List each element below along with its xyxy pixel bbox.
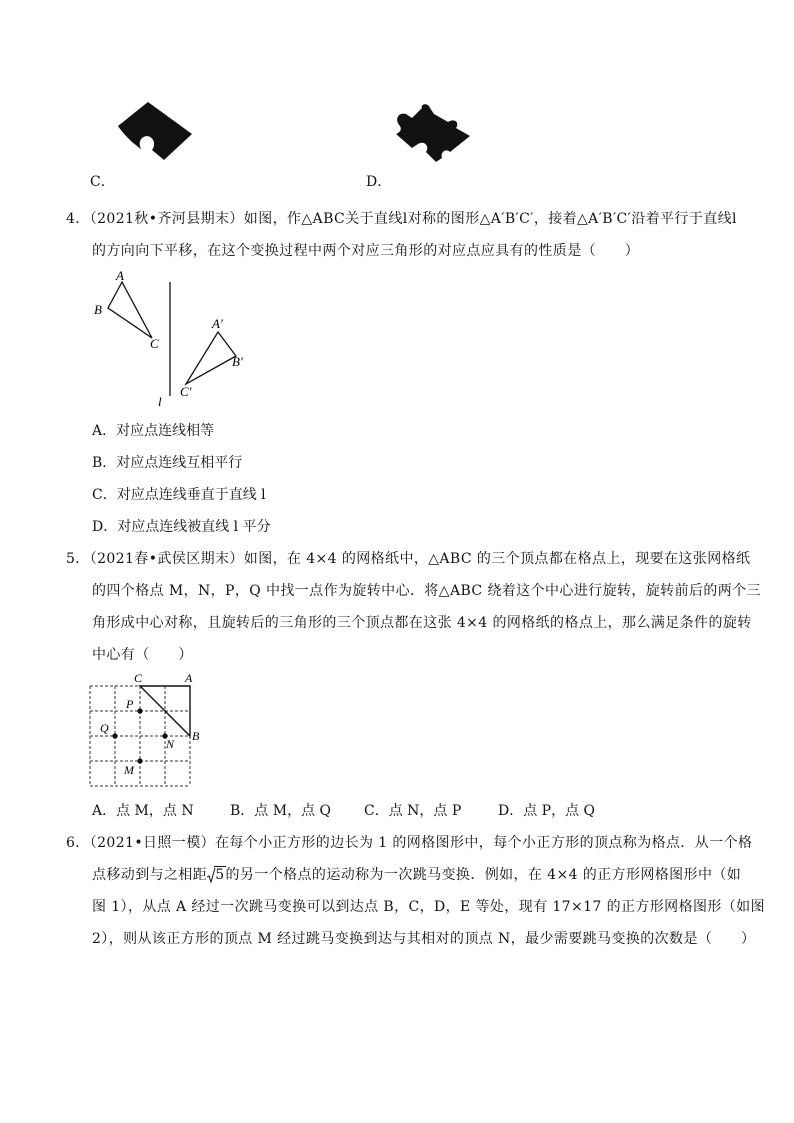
q5-grid-figure bbox=[84, 670, 214, 790]
q4-option-d: D．对应点连线被直线 l 平分 bbox=[92, 519, 271, 535]
sqrt-radicand: 5 bbox=[215, 867, 225, 883]
q4-label-l: l bbox=[158, 394, 162, 409]
sqrt-expression bbox=[207, 867, 225, 883]
q5-option-c: C．点 N，点 P bbox=[364, 803, 462, 819]
q5-label-p: P bbox=[126, 697, 134, 711]
q5-line-1: 5．（2021春•武侯区期末）如图，在 4×4 的网格纸中，△ABC 的三个顶点都在格点上，现要在这张网格纸 bbox=[66, 551, 751, 567]
q4-line-2: 的方向向下平移，在这个变换过程中两个对应三角形的对应点应具有的性质是（ ） bbox=[92, 243, 640, 259]
q5-label-c: C bbox=[134, 671, 143, 685]
q4-label-b-prime: B′ bbox=[232, 354, 243, 369]
q6-line-2-end: 的另一个格点的运动称为一次跳马变换．例如，在 4×4 的正方形网格图形中（如 bbox=[225, 867, 742, 883]
q5-line-2: 的四个格点 M，N，P，Q 中找一点作为旋转中心．将△ABC 绕着这个中心进行旋转，旋转前后的两个三 bbox=[92, 583, 761, 599]
q5-line-3: 角形成中心对称，且旋转后的三角形的三个顶点都在这张 4×4 的网格纸的格点上，那么满足条件的旋转 bbox=[92, 615, 752, 631]
q4-option-b: B．对应点连线互相平行 bbox=[92, 455, 243, 471]
q5-option-d: D．点 P，点 Q bbox=[498, 803, 596, 819]
q6-line-2-start: 点移动到与之相距 bbox=[92, 867, 208, 883]
q4-figure bbox=[88, 268, 258, 410]
option-c-label: C． bbox=[90, 174, 115, 190]
q4-option-c: C．对应点连线垂直于直线 l bbox=[92, 487, 266, 503]
option-d-label: D． bbox=[366, 174, 392, 190]
q6-line-1: 6．（2021•日照一模）在每个小正方形的边长为 1 的网格图形中，每个小正方形的顶点称为格点．从一个格 bbox=[66, 835, 753, 851]
q4-line-1: 4．（2021秋•齐河县期末）如图，作△ABC关于直线l对称的图形△A′B′C′，接着△A′B′C′沿着平行于直线l bbox=[66, 211, 737, 227]
q6-line-2 bbox=[92, 864, 741, 884]
q4-option-a: A．对应点连线相等 bbox=[92, 423, 215, 439]
puzzle-piece-d-figure bbox=[390, 104, 476, 166]
q5-option-b: B．点 M，点 Q bbox=[230, 803, 332, 819]
q4-label-a: A bbox=[116, 268, 124, 283]
q4-label-c: C bbox=[150, 336, 159, 351]
q4-label-a-prime: A′ bbox=[212, 316, 223, 331]
q5-label-m: M bbox=[124, 763, 134, 777]
q5-point-p bbox=[137, 708, 142, 713]
q5-label-q: Q bbox=[100, 721, 109, 735]
q5-line-4: 中心有（ ） bbox=[92, 647, 193, 663]
q4-label-b: B bbox=[94, 302, 102, 317]
q5-point-q bbox=[112, 733, 117, 738]
sqrt-sign-icon bbox=[207, 868, 216, 884]
q5-label-a: A bbox=[185, 671, 193, 685]
q6-line-4: 2），则从该正方形的顶点 M 经过跳马变换到达与其相对的顶点 N，最少需要跳马变换的次数是（ ） bbox=[92, 931, 756, 947]
q4-label-c-prime: C′ bbox=[180, 384, 192, 399]
q5-option-a: A．点 M，点 N bbox=[92, 803, 194, 819]
q5-point-m bbox=[137, 758, 142, 763]
q6-line-3: 图 1），从点 A 经过一次跳马变换可以到达点 B，C，D，E 等处，现有 17×17 的正方形网格图形（如图 bbox=[92, 899, 765, 915]
q5-label-b: B bbox=[192, 729, 200, 743]
puzzle-piece-c-figure bbox=[112, 102, 202, 162]
q5-label-n: N bbox=[166, 737, 175, 751]
